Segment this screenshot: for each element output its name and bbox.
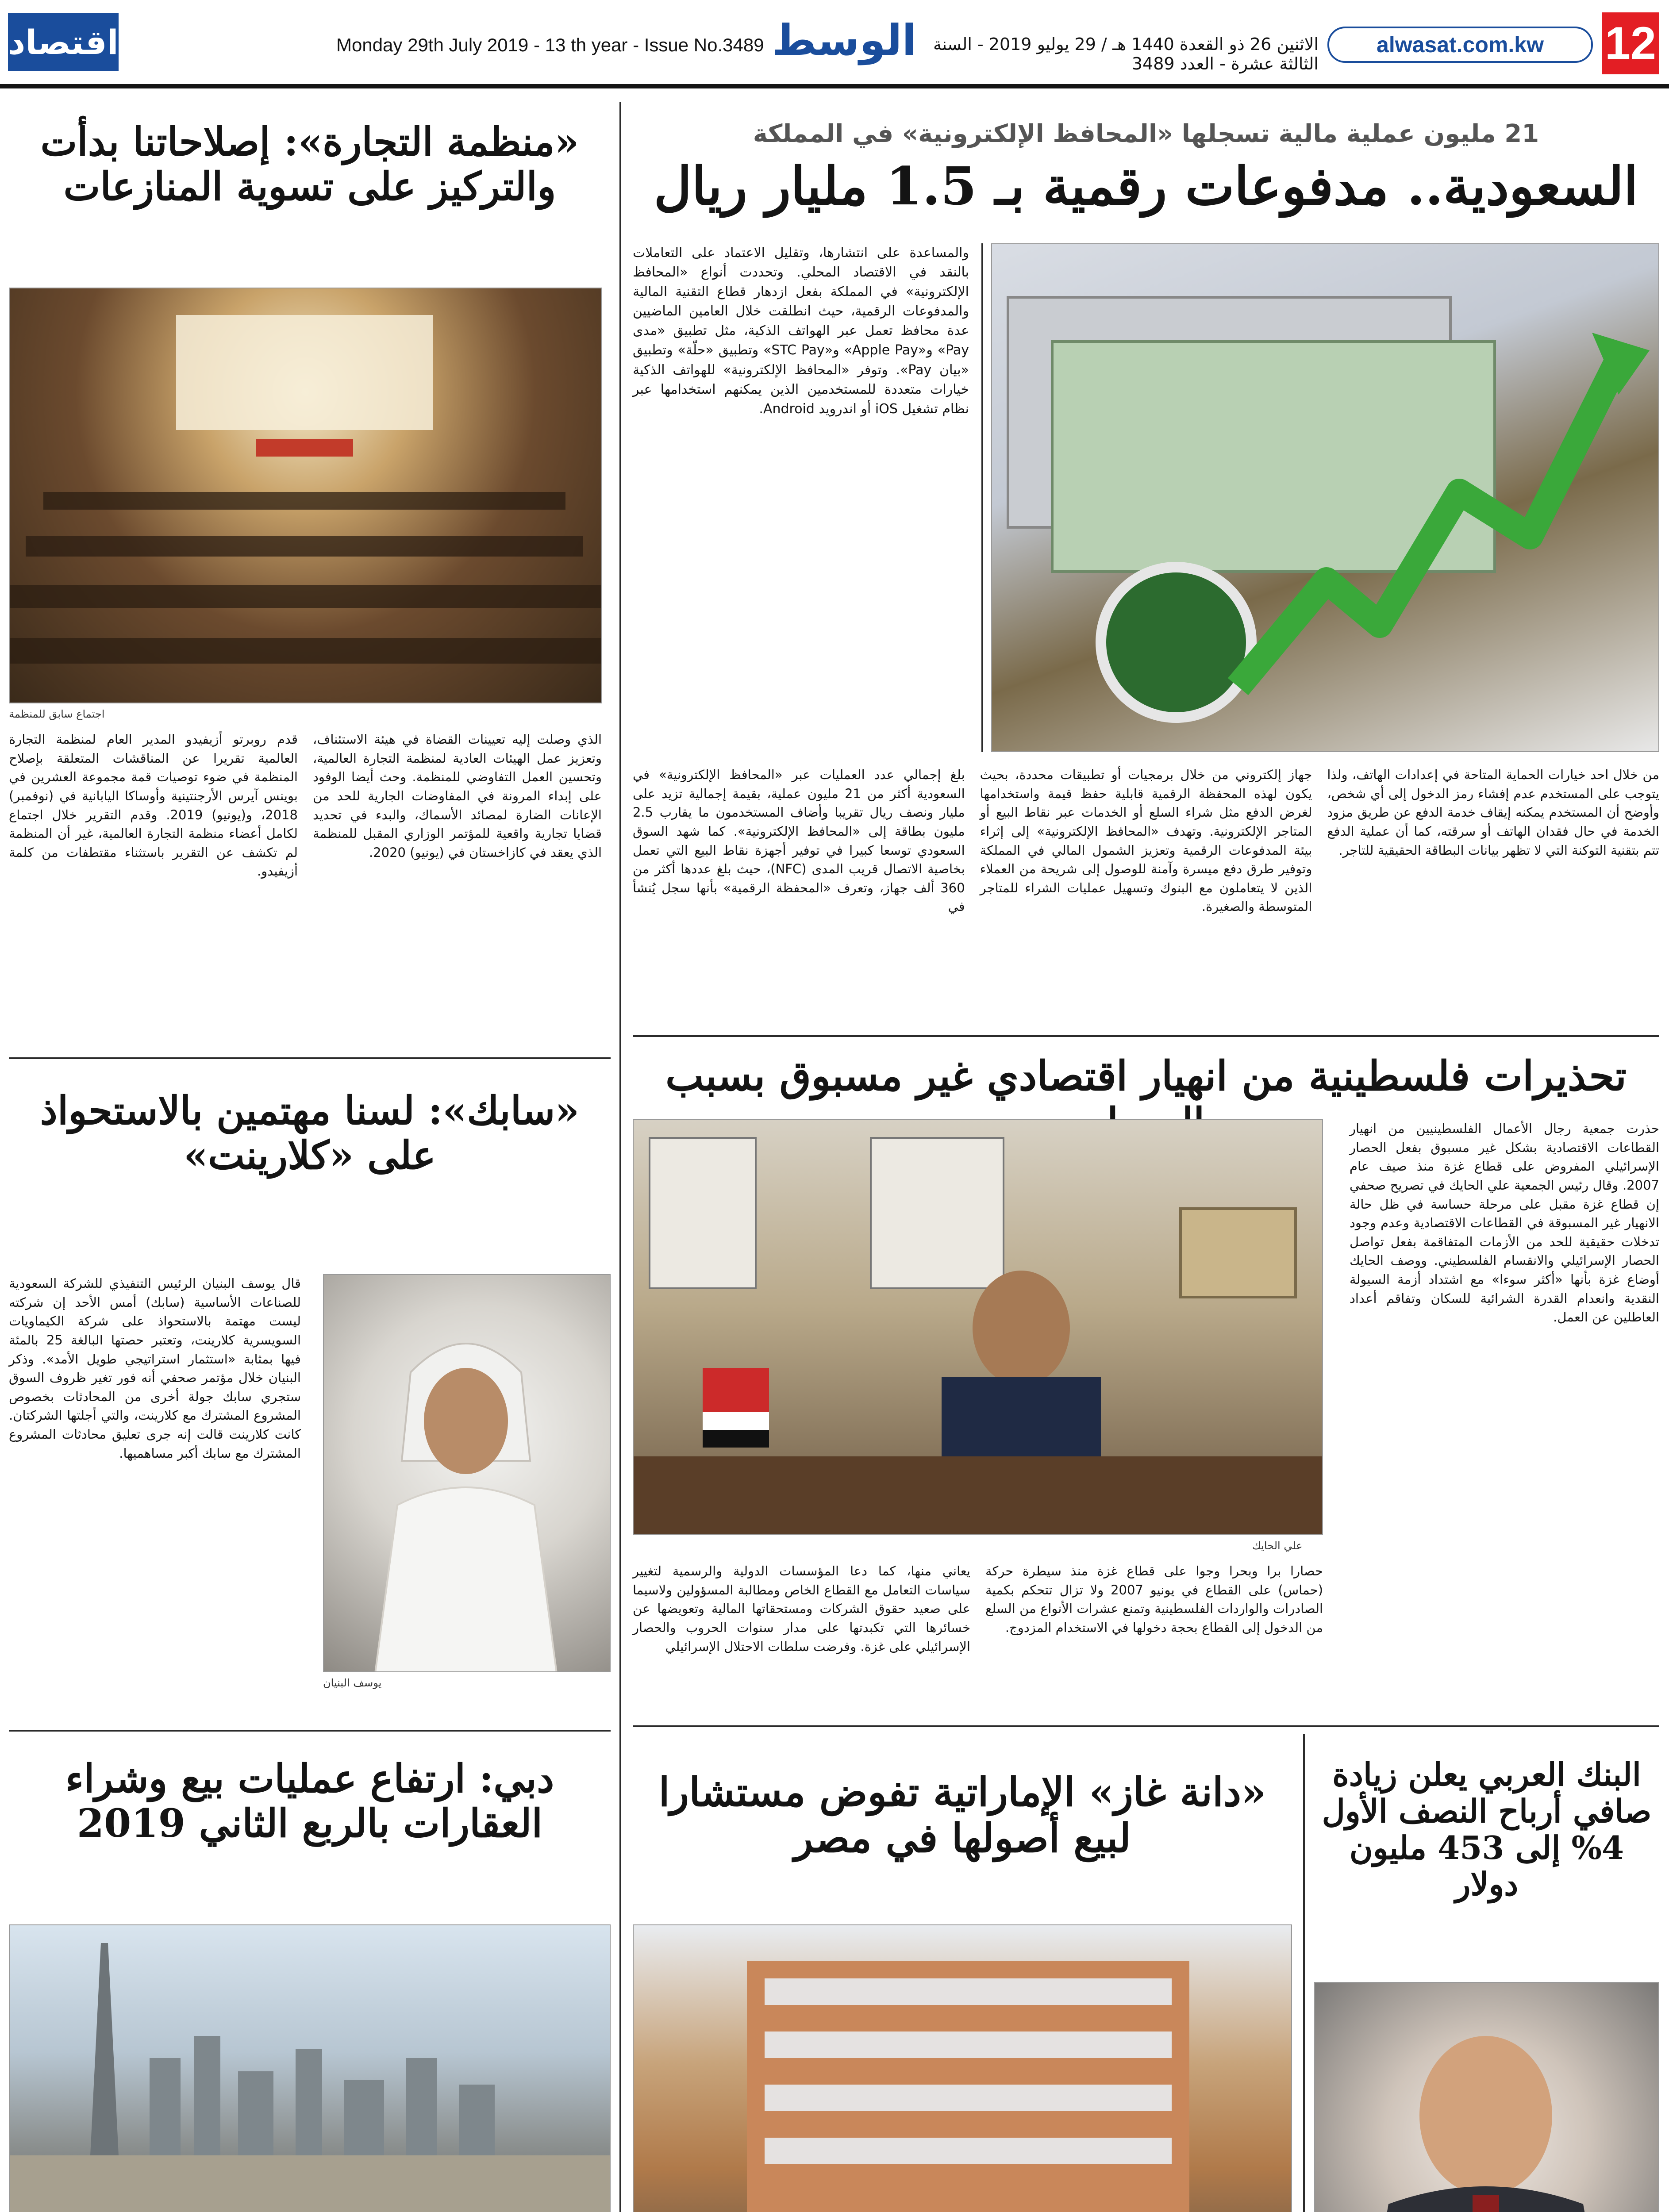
article-column: حصارا برا وبحرا وجوا على قطاع غزة منذ سيطرة حركة (حماس) على القطاع في يونيو 2007 ولا تزال تتحكم بكمية الصادرات والواردات الفلسطينية وتمنع عشرات الأنواع من السلع من الدخول إلى القطاع بحجة دخولها في الاستخدام المزدوج.: [985, 1563, 1323, 1635]
article-column: جهاز إلكتروني من خلال برمجيات أو تطبيقات محددة، بحيث يكون لهذه المحفظة الرقمية قابلية حفظ قيمة واستخدامها لغرض الدفع مثل شراء السلع أو الخدمات عبر نقاط البيع أو المتاجر الإلكترونية. وتهدف «المحافظ الإلكترونية» إلى إثراء بيئة المدفوعات الرقمية وتعزيز الشمول المالي في المملكة وتوفير طرق دفع ميسرة وآمنة للوصول إلى شريحة من العملاء الذين لا يتعاملون مع البنوك وتسهيل عمليات الشراء للمتاجر المتوسطة والصغيرة.: [980, 767, 1312, 914]
page-number: 12: [1602, 12, 1659, 74]
masthead: [0, 0, 1669, 88]
column-divider: [619, 102, 621, 2212]
building-illustration: [633, 1925, 1291, 2212]
article-palestine: [633, 1048, 1659, 1717]
article-headline: السعودية.. مدفوعات رقمية بـ 1.5 مليار ريال: [654, 155, 1638, 217]
article-photo: [9, 1924, 611, 2212]
article-wto: [9, 102, 611, 1040]
section-badge: اقتصاد: [8, 13, 119, 71]
portrait-illustration: [323, 1275, 610, 1672]
article-column: والمساعدة على انتشارها، وتقليل الاعتماد على التعاملات بالنقد في الاقتصاد المحلي. وتحددت أنواع «المحافظ الإلكترونية» في المملكة بفعل ازدهار قطاع التقنية المالية والمدفوعات الرقمية، حيث انطلقت خلال العامين الماضيين عدة محافظ تعمل عبر الهواتف الذكية، مثل تطبيق «مدى Pay» و«Apple Pay» و«STC Pay» وتطبيق «حلّة» وتطبيق «بيان Pay». وتوفر «المحافظ الإلكترونية» للهواتف الذكية خيارات متعددة للمستخدمين الذين يمكنهم استخدامها عبر نظام تشغيل iOS أو اندرويد Android.: [633, 245, 969, 417]
photo-caption: اجتماع سابق للمنظمة: [9, 708, 105, 720]
article-photo: [633, 1924, 1292, 2212]
office-illustration: [633, 1120, 1322, 1535]
article-photo: [633, 1119, 1323, 1535]
article-photo: [323, 1274, 611, 1672]
photo-caption: يوسف البنيان: [323, 1677, 382, 1689]
article-sabic: [9, 1066, 611, 1725]
article-photo: [1314, 1982, 1659, 2212]
article-column: بلغ إجمالي عدد العمليات عبر «المحافظ الإلكترونية» في السعودية أكثر من 21 مليون عملية، بقيمة إجمالية تزيد على مليار ونصف ريال تقريبا وأضاف المستخدمون ما يقارب 2.5 مليون بطاقة إلى «المحافظ الإلكترونية». كما شهد السوق السعودي توسعا كبيرا في توفير أجهزة نقاط البيع التي تعمل بخاصية الاتصال قريب المدى (NFC)، حيث بلغ عددها أكثر من 360 ألف جهاز، وتعرف «المحفظة الرقمية» بأنها سجل يُنشأ في: [632, 767, 965, 914]
article-column: حذرت جمعية رجال الأعمال الفلسطينيين من انهيار القطاعات الاقتصادية بشكل غير مسبوق بفعل الحصار الإسرائيلي المفروض على قطاع غزة منذ صيف عام 2007. وقال رئيس الجمعية علي الحايك في تصريح صحفي إن قطاع غزة مقبل على مرحلة حساسة في ظل حالة الانهيار غير المسبوقة في القطاعات الاقتصادية وعدم وجود تدخلات حقيقية للحد من الأزمات المتفاقمة بفعل تواصل الحصار الإسرائيلي والانقسام الفلسطيني. ووصف الحايك أوضاع غزة بأنها «أكثر سوءا» مع اشتداد أزمة السيولة النقدية وانعدام القدرة الشرائية للسكان وتفاقم أعداد العاطلين عن العمل.: [1350, 1121, 1659, 1325]
article-headline: دبي: ارتفاع عمليات بيع وشراء العقارات بالربع الثاني 2019: [65, 1755, 554, 1847]
article-headline: تحذيرات فلسطينية من انهيار اقتصادي غير مسبوق بسبب: [665, 1052, 1627, 1100]
conference-hall-illustration: [9, 288, 601, 703]
article-arabbank: [1314, 1734, 1659, 2212]
date-arabic: الاثنين 26 ذو القعدة 1440 هـ / 29 يوليو 2019 - السنة الثالثة عشرة - العدد 3489: [933, 35, 1319, 73]
article-kicker: 21 مليون عملية مالية تسجلها «المحافظ الإلكترونية» في المملكة: [753, 119, 1539, 148]
portrait-illustration: [1314, 1983, 1658, 2212]
article-headline: البنك العربي يعلن زيادة صافي أرباح النصف الأول 4% إلى 453 مليون دولار: [1322, 1755, 1652, 1903]
article-dubai: [9, 1739, 611, 2212]
article-column: قال يوسف البنيان الرئيس التنفيذي للشركة السعودية للصناعات الأساسية (سابك) أمس الأحد إن شركته ليست مهتمة بالاستحواذ على شركة الكيماويات السويسرية كلارينت، وتعتبر حصتها البالغة 25 بالمئة فيها بمثابة «استثمار استراتيجي طويل الأمد». وذكر البنيان خلال مؤتمر صحفي أنه فور تغير ظروف السوق ستجري سابك جولة أخرى من المحادثات بخصوص المشروع المشترك مع كلارينت، والتي أجلتها الشركتان. كانت كلارينت قالت إنه جرى تعليق محادثات المشروع المشترك مع سابك أكبر مساهميها.: [9, 1276, 301, 1461]
date-english: Monday 29th July 2019 - 13 th year - Issue No.3489: [336, 35, 764, 55]
article-headline: «دانة غاز» الإماراتية تفوض مستشارا لبيع أصولها في مصر: [658, 1769, 1266, 1862]
website-link[interactable]: alwasat.com.kw: [1327, 27, 1593, 63]
newspaper-logo: الوسط: [772, 15, 917, 65]
article-photo: [991, 243, 1659, 752]
article-headline: «منظمة التجارة»: إصلاحاتنا بدأت والتركيز على تسوية المنازعات: [40, 119, 579, 210]
article-column: الذي وصلت إليه تعيينات القضاة في هيئة الاستئناف، وتعزيز عمل الهيئات العادية لمنظمة التجارة العالمية، وتحسين العمل التفاوضي للمنظمة. وحث أيضا الوفود على إبداء المرونة في المفاوضات الجارية للحد من الإعانات الضارة لمصائد الأسماك، والبدء في تحديد قضايا تجارية واقعية للمؤتمر الوزاري المقبل للمنظمة الذي يعقد في كازاخستان في (يونيو) 2020.: [313, 732, 602, 860]
article-column: قدم روبرتو أزيفيدو المدير العام لمنظمة التجارة العالمية تقريرا عن المناقشات المتعلقة بإصلاح المنظمة في ضوء توصيات قمة مجموعة العشرين في بوينس آيرس الأرجنتينية وأوساكا اليابانية في (نوفمبر) 2018، و(يونيو) 2019. وقدم التقرير خلال اجتماع لكامل أعضاء منظمة التجارة العالمية، غير أن المنظمة لم تكشف عن التقرير باستثناء مقتطفات من كلمة أزيفيدو.: [9, 732, 298, 879]
skyline-illustration: [9, 1925, 610, 2212]
article-column: يعاني منها، كما دعا المؤسسات الدولية والرسمية لتغيير سياسات التعامل مع القطاع الخاص ومطالبة المسؤولين ولاسيما على صعيد حقوق الشركات ومستحقاتها المالية وتعويضها عن خسائرها التي تكبدتها على مدار سنوات الحروب والحصار الإسرائيلي على غزة. وفرضت سلطات الاحتلال الإسرائيلي: [633, 1563, 970, 1654]
money-chart-illustration: [991, 244, 1658, 752]
article-photo: [9, 288, 602, 703]
article-headline: «سابك»: لسنا مهتمين بالاستحواذ على «كلارينت»: [40, 1087, 580, 1179]
article-dana: [633, 1734, 1292, 2212]
photo-caption: علي الحايك: [1252, 1540, 1303, 1552]
article-saudi: [633, 102, 1659, 1026]
article-column: من خلال احد خيارات الحماية المتاحة في إعدادات الهاتف، ولذا يتوجب على المستخدم عدم إفشاء رمز الدخول إلى أي شخص، وأوضح أن المستخدم يمكنه إيقاف خدمة الدفع عن طريق مزود الخدمة في حال فقدان الهاتف أو سرقته، كما أن عملية الدفع تتم بتقنية التوكنة التي لا تظهر بيانات البطاقة الحقيقية للتاجر.: [1327, 767, 1659, 858]
